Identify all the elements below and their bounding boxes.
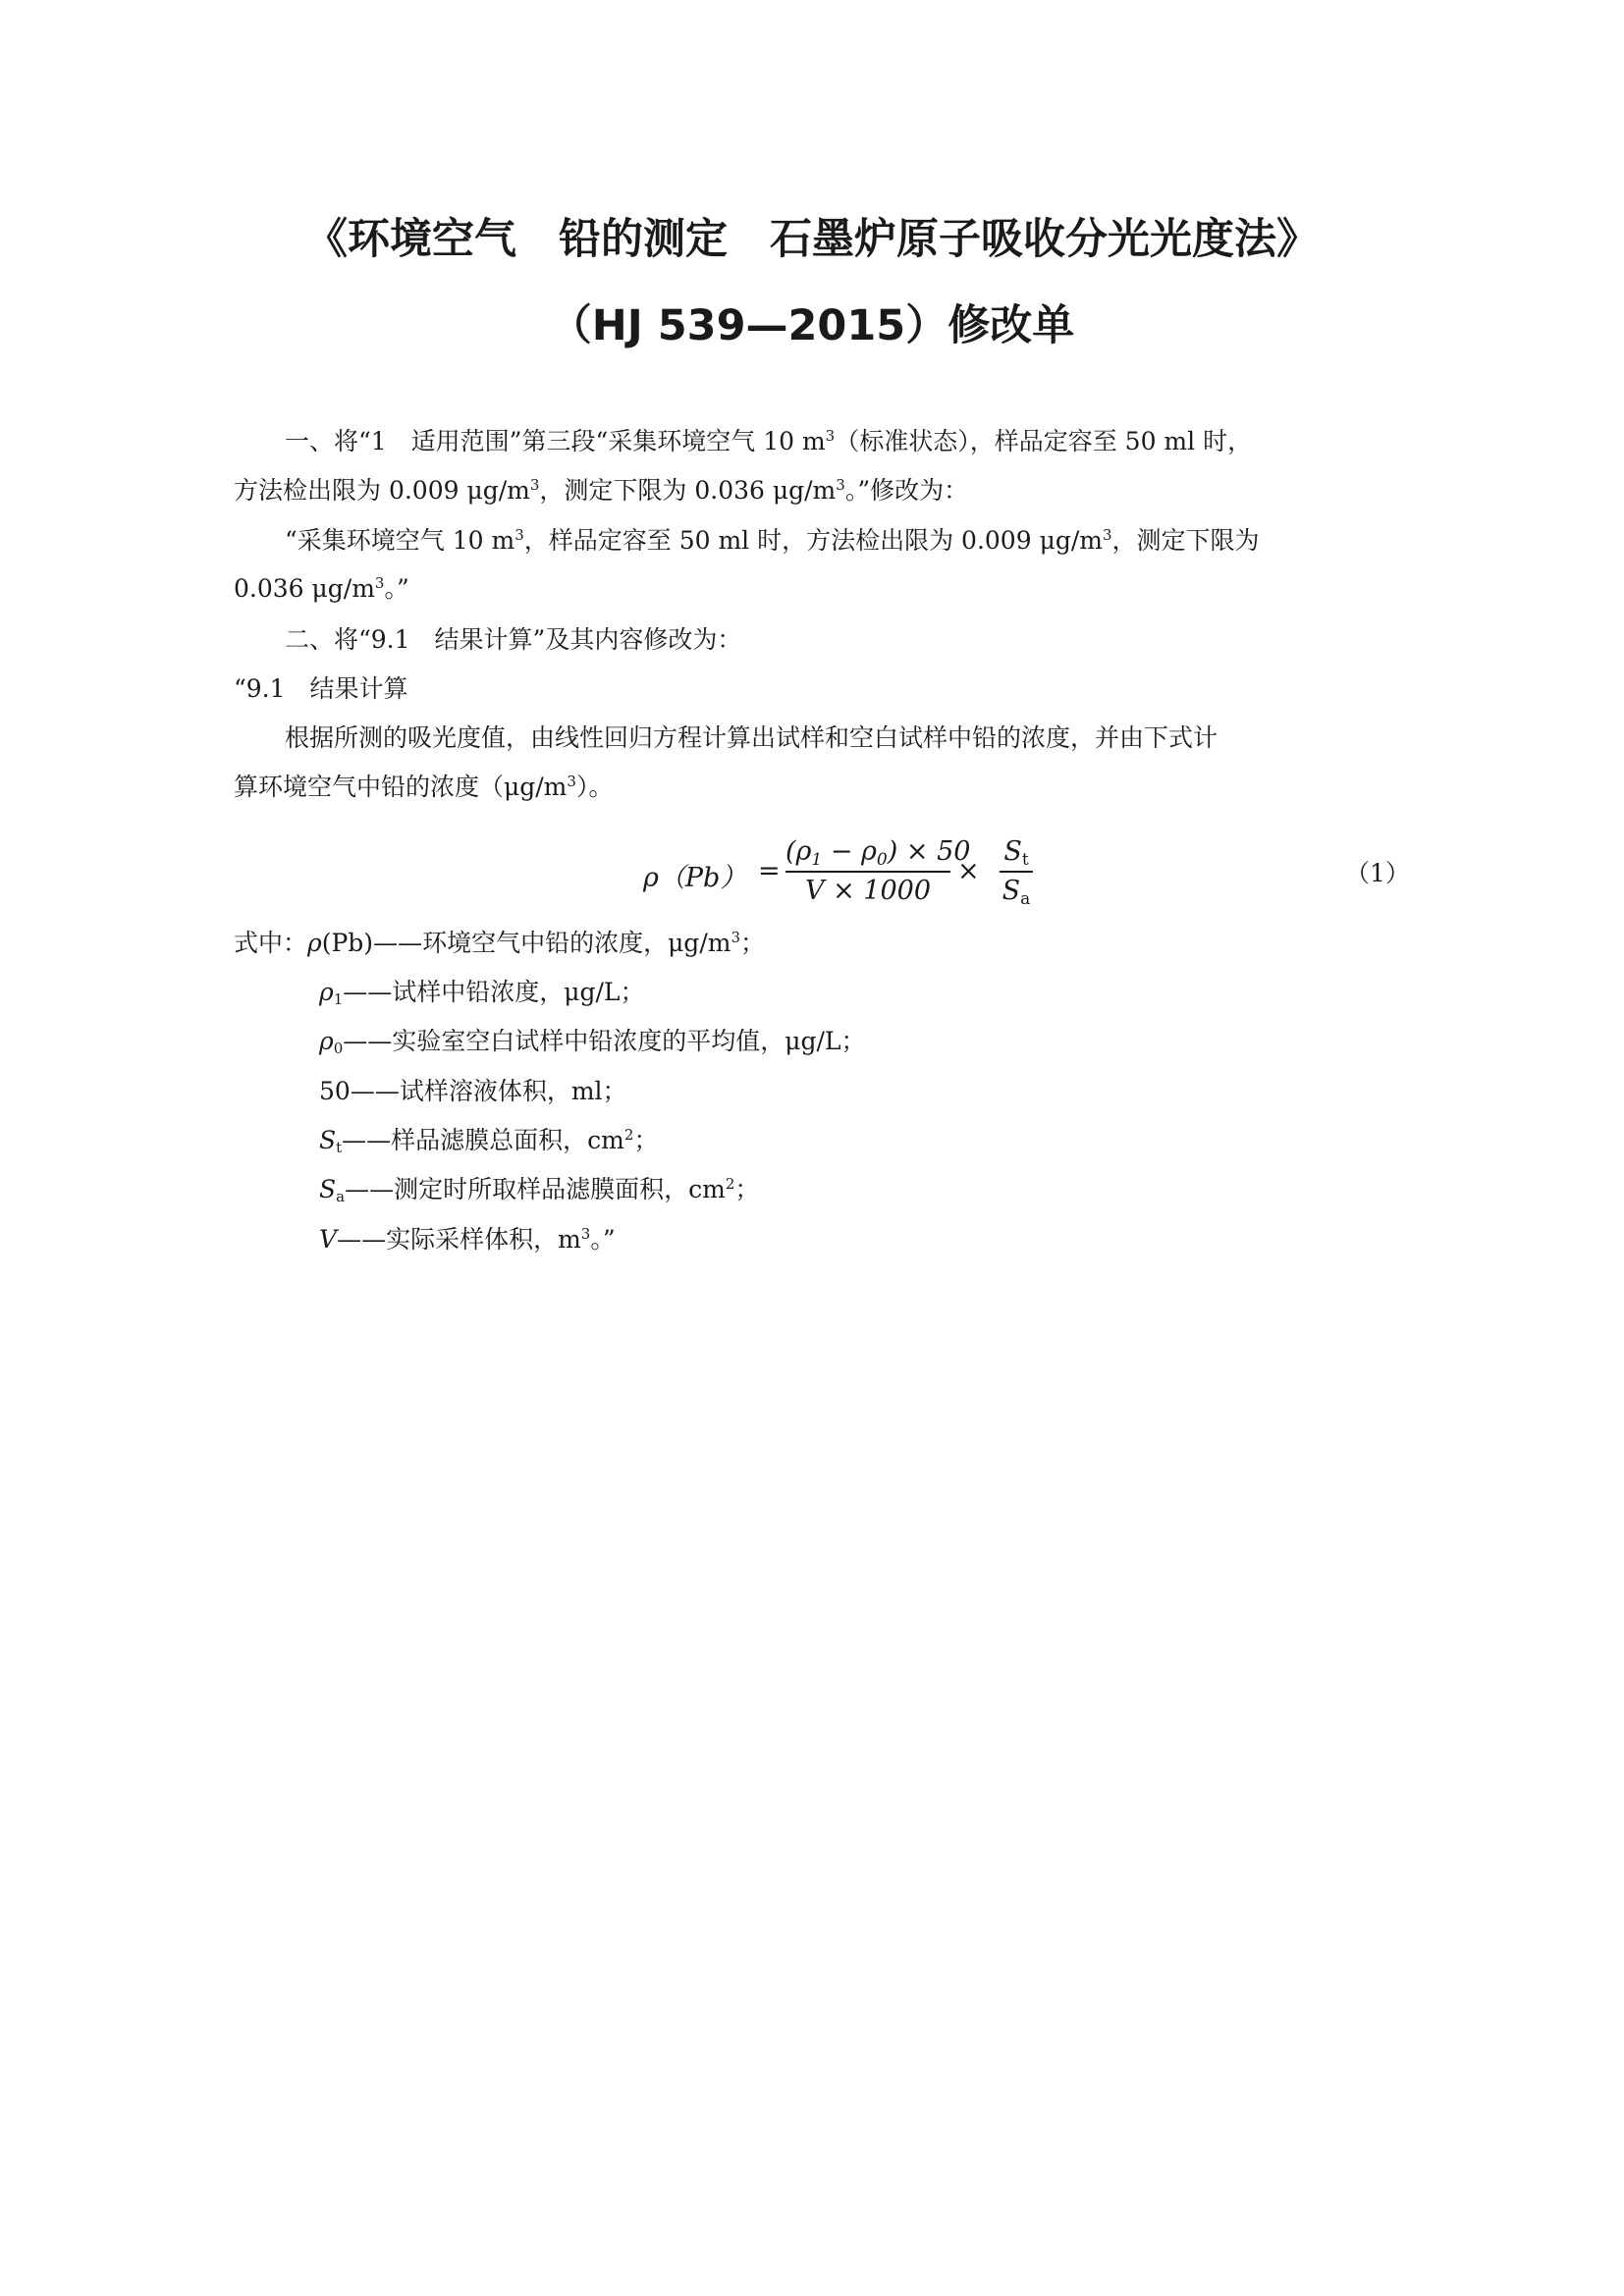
item2-line4: 算环境空气中铅的浓度$(\mu g/m^3)$。 (234, 773, 614, 801)
item1-line4: 0.036 $\mu g/m^3$。” (234, 574, 409, 603)
definition-rho-pb: 式中：ρ(Pb)——环境空气中铅的浓度，$\mu g/m^3$； (234, 929, 766, 957)
definition-sa: $S_a——$测定时所取样品滤膜面积，$cm^2$； (319, 1175, 760, 1205)
formula-lhs: ρ（Pb） (643, 863, 747, 893)
definition-rho1: $\rho_1——$试样中铅浓度，μg/L； (319, 978, 645, 1008)
formula-numerator-1: $(\rho_1 - \rho_0) \times 50$ (785, 836, 971, 870)
item2-line2: “9.1 结果计算 (234, 674, 408, 703)
definition-st: $S_t——$样品滤膜总面积，$cm^2$； (319, 1126, 659, 1156)
formula-fraction-1 (785, 834, 971, 909)
formula-denominator-2: $S_a$ (1001, 876, 1031, 909)
item1-line1: 一、将“1 适用范围”第三段“采集环境空气 10 $m^3$（标准状态），样品定容至 50 ml 时， (285, 427, 1253, 455)
definition-50: 50——试样溶液体积，ml； (319, 1077, 627, 1105)
formula-numerator-2: $S_t$ (1003, 836, 1029, 870)
formula-number: （1） (1345, 859, 1410, 887)
item2-line1: 二、将“9.1 结果计算”及其内容修改为： (285, 625, 742, 654)
item1-line2: 方法检出限为 0.009 $\mu g/m^3$，测定下限为 0.036 $\mu g/m^3$。”修改为： (234, 476, 969, 505)
document-title-line1: 《环境空气 铅的测定 石墨炉原子吸收分光光度法》 (305, 215, 1319, 264)
definition-v: V——实际采样体积，$m^3$。” (319, 1225, 616, 1254)
item1-line3: “采集环境空气 10 $m^3$，样品定容至 50 ml 时，方法检出限为 0.009 $\mu g/m^3$，测定下限为 (285, 526, 1260, 555)
document-title-line2: （HJ 539—2015）修改单 (549, 301, 1075, 350)
formula-fraction-bar-1 (785, 871, 950, 873)
item2-line3: 根据所测的吸光度值，由线性回归方程计算出试样和空白试样中铅的浓度，并由下式计 (285, 723, 1218, 752)
formula-times: × (957, 856, 980, 886)
formula-fraction-bar-2 (1000, 871, 1033, 873)
formula-equals: = (758, 856, 781, 886)
definition-rho0: $\rho_0——$实验室空白试样中铅浓度的平均值，μg/L； (319, 1027, 866, 1057)
formula-denominator-1: V × 1000 (805, 876, 931, 906)
formula-fraction-2 (1000, 834, 1033, 909)
